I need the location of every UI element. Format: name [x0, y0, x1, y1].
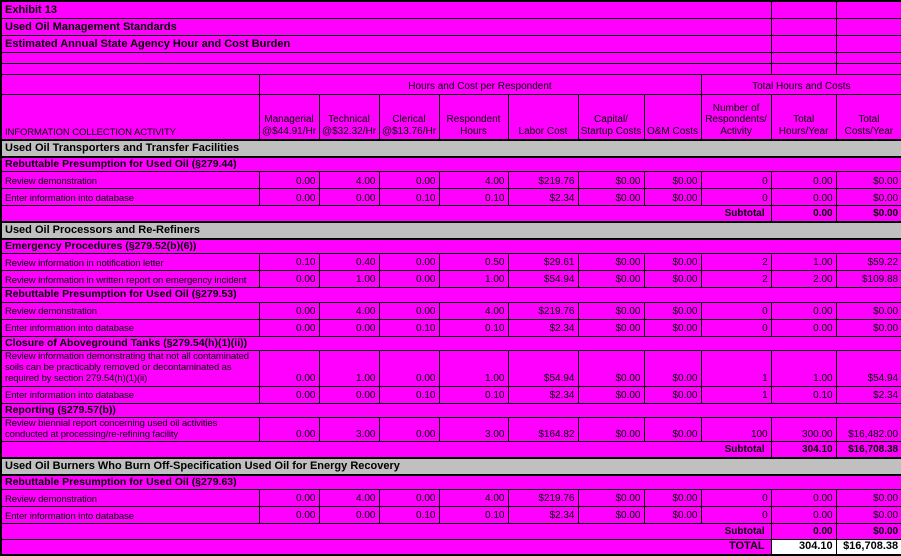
value-cell[interactable]: $0.00 [836, 172, 901, 189]
value-cell[interactable]: 1 [701, 351, 771, 387]
column-header-row [1, 94, 901, 140]
column-header-om-costs[interactable] [644, 94, 701, 140]
value-cell[interactable]: 0.10 [259, 254, 319, 271]
column-label: Capital/ Startup Costs [580, 114, 642, 138]
value-cell[interactable]: 0.40 [319, 254, 379, 271]
activity-label-cell[interactable]: Review biennial report concerning used oil activities conducted at processing/re-refining facility [1, 417, 259, 441]
value-cell[interactable]: 0.00 [771, 302, 836, 319]
value-cell[interactable]: 3.00 [319, 417, 379, 441]
subsection-header-cell[interactable]: Rebuttable Presumption for Used Oil (§279.63) [1, 475, 901, 490]
value-cell[interactable]: $0.00 [644, 319, 701, 336]
value-cell[interactable]: $16,482.00 [836, 417, 901, 441]
value-cell[interactable]: 0.00 [771, 507, 836, 524]
subtotal-costs-cell[interactable]: $0.00 [836, 206, 901, 222]
subtotal-costs-cell[interactable]: $16,708.38 [836, 442, 901, 458]
subtotal-hours-cell[interactable]: 0.00 [771, 206, 836, 222]
title-row [1, 1, 901, 18]
value-cell[interactable]: $0.00 [578, 319, 644, 336]
value-cell[interactable]: $0.00 [836, 189, 901, 206]
column-rate: @$13.76/Hr [381, 126, 437, 138]
empty-cell[interactable] [1, 52, 771, 63]
value-cell[interactable]: 1.00 [319, 351, 379, 387]
total-costs-cell[interactable]: $16,708.38 [836, 540, 901, 555]
column-label: Labor Cost [518, 126, 568, 138]
section-header-cell[interactable]: Used Oil Transporters and Transfer Facilities [1, 140, 901, 157]
value-cell[interactable]: $164.82 [508, 417, 578, 441]
value-cell[interactable]: $2.34 [508, 507, 578, 524]
value-cell[interactable]: 0.50 [439, 254, 508, 271]
value-cell[interactable]: $54.94 [836, 351, 901, 387]
section-header-cell[interactable]: Used Oil Burners Who Burn Off-Specification Used Oil for Energy Recovery [1, 458, 901, 475]
total-hours-cell[interactable]: 304.10 [771, 540, 836, 555]
value-cell[interactable]: $0.00 [578, 490, 644, 507]
value-cell[interactable]: 0.00 [771, 189, 836, 206]
empty-cell[interactable] [836, 35, 901, 52]
value-cell[interactable]: 0.00 [259, 507, 319, 524]
subtotal-row [1, 206, 901, 222]
column-header-labor-cost[interactable] [508, 94, 578, 140]
value-cell[interactable]: $219.76 [508, 172, 578, 189]
subsection-header-cell[interactable]: Reporting (§279.57(b)) [1, 403, 901, 417]
empty-cell[interactable] [836, 63, 901, 74]
section-row [1, 458, 901, 475]
subsection-row [1, 239, 901, 254]
value-cell[interactable]: 0.10 [379, 507, 439, 524]
activity-label-cell[interactable]: Enter information into database [1, 507, 259, 524]
value-cell[interactable]: $0.00 [578, 417, 644, 441]
column-rate: @$44.91/Hr [261, 126, 317, 138]
subsection-row [1, 157, 901, 172]
value-cell[interactable]: 0 [701, 302, 771, 319]
column-header-capital-startup-costs[interactable] [578, 94, 644, 140]
value-cell[interactable]: 0.10 [771, 386, 836, 403]
value-cell[interactable]: 0.00 [379, 417, 439, 441]
value-cell[interactable]: $0.00 [644, 172, 701, 189]
value-cell[interactable]: $0.00 [578, 172, 644, 189]
empty-cell[interactable] [836, 18, 901, 35]
value-cell[interactable]: $54.94 [508, 351, 578, 387]
subtotal-label-cell[interactable]: Subtotal [1, 442, 771, 458]
sheet-header [1, 1, 901, 140]
value-cell[interactable]: 4.00 [439, 490, 508, 507]
table-body [1, 140, 901, 555]
value-cell[interactable]: 1 [701, 386, 771, 403]
subsection-row [1, 403, 901, 417]
value-cell[interactable]: $0.00 [644, 271, 701, 288]
column-label: O&M Costs [646, 126, 699, 138]
subtotal-row [1, 442, 901, 458]
activity-label-cell[interactable]: Review demonstration [1, 172, 259, 189]
activity-label-cell[interactable]: Enter information into database [1, 319, 259, 336]
value-cell[interactable]: $0.00 [644, 254, 701, 271]
value-cell[interactable]: 4.00 [319, 302, 379, 319]
empty-cell[interactable] [771, 63, 836, 74]
activity-label-cell[interactable]: Review demonstration [1, 490, 259, 507]
value-cell[interactable]: 0.00 [259, 351, 319, 387]
value-cell[interactable]: 0.00 [259, 271, 319, 288]
empty-cell[interactable] [771, 1, 836, 18]
value-cell[interactable]: $0.00 [644, 507, 701, 524]
subsection-header-cell[interactable]: Closure of Aboveground Tanks (§279.54(h)(1)(ii)) [1, 336, 901, 350]
value-cell[interactable]: $0.00 [578, 351, 644, 387]
empty-cell[interactable] [771, 35, 836, 52]
data-row [1, 417, 901, 441]
value-cell[interactable]: $0.00 [836, 319, 901, 336]
value-cell[interactable]: 4.00 [439, 172, 508, 189]
value-cell[interactable]: $2.34 [508, 189, 578, 206]
section-header-cell[interactable]: Used Oil Processors and Re-Refiners [1, 222, 901, 239]
column-header-total-costs-year[interactable] [836, 94, 901, 140]
value-cell[interactable]: 4.00 [319, 490, 379, 507]
column-header-respondent-hours[interactable] [439, 94, 508, 140]
value-cell[interactable]: 0.00 [379, 302, 439, 319]
subtitle-cell[interactable]: Used Oil Management Standards [1, 18, 771, 35]
subsection-row [1, 475, 901, 490]
value-cell[interactable]: $0.00 [644, 302, 701, 319]
subtotal-hours-cell[interactable]: 0.00 [771, 524, 836, 540]
group-header-hours-cost[interactable]: Hours and Cost per Respondent [259, 74, 701, 94]
total-row [1, 540, 901, 555]
subtotal-label-cell[interactable]: Subtotal [1, 524, 771, 540]
value-cell[interactable]: 2.00 [771, 271, 836, 288]
value-cell[interactable]: 0.00 [259, 172, 319, 189]
value-cell[interactable]: $219.76 [508, 302, 578, 319]
subtitle2-cell[interactable]: Estimated Annual State Agency Hour and Cost Burden [1, 35, 771, 52]
value-cell[interactable]: 1.00 [771, 351, 836, 387]
subsection-header-cell[interactable]: Emergency Procedures (§279.52(b)(6)) [1, 239, 901, 254]
value-cell[interactable]: 3.00 [439, 417, 508, 441]
group-header-totals[interactable]: Total Hours and Costs [701, 74, 901, 94]
value-cell[interactable]: 0 [701, 189, 771, 206]
value-cell[interactable]: 1.00 [439, 351, 508, 387]
column-label: Total Hours/Year [778, 114, 829, 138]
data-row [1, 271, 901, 288]
blank-row [1, 52, 901, 63]
empty-cell[interactable] [771, 18, 836, 35]
value-cell[interactable]: 0.00 [379, 271, 439, 288]
section-row [1, 140, 901, 157]
column-label: Clerical [392, 114, 426, 126]
column-rate: @$32.32/Hr [321, 126, 377, 138]
data-row [1, 254, 901, 271]
column-label: Managerial [264, 114, 314, 126]
value-cell[interactable]: 4.00 [319, 172, 379, 189]
value-cell[interactable]: 300.00 [771, 417, 836, 441]
subtotal-hours-cell[interactable]: 304.10 [771, 442, 836, 458]
column-label: Number of Respondents/ Activity [705, 102, 767, 138]
value-cell[interactable]: 0.00 [319, 319, 379, 336]
column-label: Respondent Hours [446, 114, 501, 138]
data-row [1, 490, 901, 507]
value-cell[interactable]: 4.00 [439, 302, 508, 319]
column-header-technical[interactable] [319, 94, 379, 140]
value-cell[interactable]: $59.22 [836, 254, 901, 271]
value-cell[interactable]: 0.10 [439, 507, 508, 524]
value-cell[interactable]: $0.00 [836, 507, 901, 524]
blank-row [1, 63, 901, 74]
value-cell[interactable]: 0.10 [439, 189, 508, 206]
value-cell[interactable]: $2.34 [836, 386, 901, 403]
value-cell[interactable]: $0.00 [836, 490, 901, 507]
value-cell[interactable]: $0.00 [578, 386, 644, 403]
column-header-managerial[interactable] [259, 94, 319, 140]
value-cell[interactable]: 0.00 [259, 417, 319, 441]
value-cell[interactable]: $109.88 [836, 271, 901, 288]
value-cell[interactable]: $2.34 [508, 386, 578, 403]
value-cell[interactable]: 0 [701, 319, 771, 336]
value-cell[interactable]: 0.00 [379, 351, 439, 387]
value-cell[interactable]: 1.00 [771, 254, 836, 271]
column-header-clerical[interactable] [379, 94, 439, 140]
value-cell[interactable]: $0.00 [578, 507, 644, 524]
column-header-number-of-respondents[interactable] [701, 94, 771, 140]
value-cell[interactable]: 2 [701, 254, 771, 271]
value-cell[interactable]: $0.00 [578, 254, 644, 271]
value-cell[interactable]: $2.34 [508, 319, 578, 336]
value-cell[interactable]: 0.00 [259, 386, 319, 403]
empty-cell[interactable] [771, 52, 836, 63]
value-cell[interactable]: 0.10 [379, 319, 439, 336]
value-cell[interactable]: 0.00 [319, 507, 379, 524]
value-cell[interactable]: $0.00 [644, 386, 701, 403]
activity-column-header[interactable]: INFORMATION COLLECTION ACTIVITY [1, 94, 259, 140]
empty-cell[interactable] [1, 74, 259, 94]
subtotal-row [1, 524, 901, 540]
activity-label-cell[interactable]: Enter information into database [1, 386, 259, 403]
subsection-row [1, 336, 901, 350]
exhibit-title-cell[interactable]: Exhibit 13 [1, 1, 771, 18]
column-group-row [1, 74, 901, 94]
value-cell[interactable]: $29.61 [508, 254, 578, 271]
column-label: Technical [328, 114, 370, 126]
value-cell[interactable]: 1.00 [319, 271, 379, 288]
value-cell[interactable]: 0.00 [259, 490, 319, 507]
total-label-cell[interactable]: TOTAL [1, 540, 771, 555]
value-cell[interactable]: $0.00 [644, 351, 701, 387]
value-cell[interactable]: 0 [701, 507, 771, 524]
activity-label-cell[interactable]: Review information demonstrating that not all contaminated soils can be practicably removed or decontaminated as required by section 279.54(h)(1)(ii) [1, 351, 259, 387]
column-header-total-hours-year[interactable] [771, 94, 836, 140]
value-cell[interactable]: 2 [701, 271, 771, 288]
value-cell[interactable]: 0.10 [379, 189, 439, 206]
title-row [1, 35, 901, 52]
subsection-header-cell[interactable]: Rebuttable Presumption for Used Oil (§279.53) [1, 288, 901, 302]
value-cell[interactable]: $0.00 [644, 417, 701, 441]
activity-label-cell[interactable]: Review demonstration [1, 302, 259, 319]
empty-cell[interactable] [1, 63, 771, 74]
subsection-header-cell[interactable]: Rebuttable Presumption for Used Oil (§279.44) [1, 157, 901, 172]
value-cell[interactable]: 0.00 [379, 254, 439, 271]
value-cell[interactable]: $0.00 [578, 302, 644, 319]
subsection-row [1, 288, 901, 302]
value-cell[interactable]: $219.76 [508, 490, 578, 507]
value-cell[interactable]: 0.00 [771, 490, 836, 507]
value-cell[interactable]: 0.00 [259, 319, 319, 336]
value-cell[interactable]: 0.00 [319, 189, 379, 206]
activity-label-cell[interactable]: Enter information into database [1, 189, 259, 206]
data-row [1, 507, 901, 524]
value-cell[interactable]: 0.00 [771, 319, 836, 336]
value-cell[interactable]: $54.94 [508, 271, 578, 288]
title-row [1, 18, 901, 35]
section-row [1, 222, 901, 239]
value-cell[interactable]: 0.00 [379, 172, 439, 189]
activity-label-cell[interactable]: Review information in written report on emergency incident [1, 271, 259, 288]
value-cell[interactable]: $0.00 [578, 189, 644, 206]
data-row [1, 302, 901, 319]
activity-label-cell[interactable]: Review information in notification letter [1, 254, 259, 271]
value-cell[interactable]: 0.00 [379, 490, 439, 507]
data-row [1, 351, 901, 387]
value-cell[interactable]: 1.00 [439, 271, 508, 288]
value-cell[interactable]: 100 [701, 417, 771, 441]
value-cell[interactable]: 0 [701, 172, 771, 189]
value-cell[interactable]: $0.00 [644, 490, 701, 507]
value-cell[interactable]: 0.10 [439, 319, 508, 336]
data-row [1, 172, 901, 189]
value-cell[interactable]: 0.00 [259, 189, 319, 206]
empty-cell[interactable] [836, 52, 901, 63]
value-cell[interactable]: 0.00 [319, 386, 379, 403]
subtotal-label-cell[interactable]: Subtotal [1, 206, 771, 222]
empty-cell[interactable] [836, 1, 901, 18]
data-row [1, 386, 901, 403]
value-cell[interactable]: 0.10 [379, 386, 439, 403]
data-row [1, 319, 901, 336]
column-label: Total Costs/Year [844, 114, 894, 138]
value-cell[interactable]: 0.00 [771, 172, 836, 189]
data-row [1, 189, 901, 206]
value-cell[interactable]: 0.00 [259, 302, 319, 319]
value-cell[interactable]: 0.10 [439, 386, 508, 403]
value-cell[interactable]: $0.00 [578, 271, 644, 288]
subtotal-costs-cell[interactable]: $0.00 [836, 524, 901, 540]
value-cell[interactable]: 0 [701, 490, 771, 507]
value-cell[interactable]: $0.00 [644, 189, 701, 206]
value-cell[interactable]: $0.00 [836, 302, 901, 319]
